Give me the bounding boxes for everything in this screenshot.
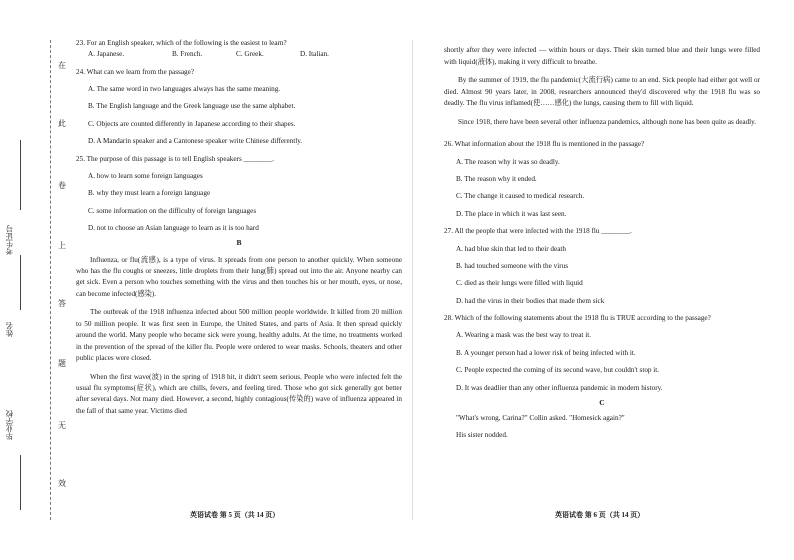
option: C. People expected the coming of its second wave, but couldn't stop it. — [456, 366, 660, 375]
binding-char: 无 — [58, 421, 66, 430]
page-footer: 英语试卷 第 6 页（共 14 页） — [555, 511, 645, 519]
option: A. had blue skin that led to their death — [456, 244, 566, 253]
option: D. The place in which it was last seen. — [456, 209, 567, 218]
passage-paragraph: When the first wave(波) in the spring of 1918 hit, it didn't seem serious. People who were infected felt the usual flu symptoms(症状), which are chills, fevers, and feeling tired. Those who got sick generally got better after several days. Not many died. However, a second, highly contagious(传染的) wave of influenza appeared in the fall of that same year. Victims died — [76, 372, 402, 415]
binding-char: 上 — [58, 241, 66, 250]
binding-char: 此 — [58, 119, 66, 128]
passage-paragraph: Influenza, or flu(流感), is a type of virus. It spreads from one person to another quickly. When someone who has the flu coughs or sneezes, little droplets from their lung(肺) spread out into the air. Anyone nearby can get sick. Even a person who touches something with the virus and then touches his or her mouth, eyes, or nose, can become infected(感染). — [76, 255, 402, 298]
passage-paragraph: shortly after they were infected — within hours or days. Their skin turned blue and their lungs were filled with liquid(液体), making it very difficult to breathe. — [444, 46, 760, 66]
question-stem: 24. What can we learn from the passage? — [76, 67, 195, 76]
option: A. Wearing a mask was the best way to treat it. — [456, 331, 592, 340]
option: B. why they must learn a foreign language — [88, 189, 211, 198]
dialog-line: "What's wrong, Carina?" Collin asked. "Homesick again?" — [456, 413, 625, 422]
binding-char: 在 — [58, 61, 66, 70]
school-label: 毕业学校 — [5, 410, 14, 440]
option: D. A Mandarin speaker and a Cantonese speaker write Chinese differently. — [88, 137, 303, 146]
student-id-label: 考生证号 — [5, 225, 14, 255]
passage-paragraph: Since 1918, there have been several other influenza pandemics, although none has been quite as deadly. — [458, 117, 757, 126]
binding-margin — [0, 0, 72, 560]
name-line — [20, 255, 21, 310]
question-stem: 23. For an English speaker, which of the following is the easiest to learn? — [76, 39, 287, 47]
binding-char: 题 — [58, 359, 66, 368]
question-stem: 27. All the people that were infected with the 1918 flu ________. — [444, 227, 632, 236]
option: B. had touched someone with the virus — [456, 261, 568, 270]
dialog-line: His sister nodded. — [456, 431, 508, 440]
option: C. Greek. — [236, 50, 264, 59]
question-options — [76, 49, 402, 60]
page-divider — [412, 40, 413, 520]
name-label: 姓名 — [5, 322, 14, 338]
option: D. Italian. — [300, 50, 329, 59]
section-heading: C — [599, 397, 605, 407]
option: B. The English language and the Greek language use the same alphabet. — [88, 102, 296, 111]
right-page — [444, 38, 760, 441]
binding-char: 效 — [58, 479, 66, 488]
option: D. not to choose an Asian language to learn as it is too hard — [88, 224, 259, 233]
option: B. The reason why it ended. — [456, 174, 537, 183]
option: D. had the virus in their bodies that made them sick — [456, 296, 605, 305]
question-stem: 28. Which of the following statements about the 1918 flu is TRUE according to the passage? — [444, 314, 711, 323]
binding-char: 答 — [58, 299, 66, 308]
page-footer: 英语试卷 第 5 页（共 14 页） — [190, 511, 280, 519]
option: D. It was deadlier than any other influenza pandemic in modern history. — [456, 383, 663, 392]
option: A. how to learn some foreign languages — [88, 171, 203, 180]
option: B. A younger person had a lower risk of being infected with it. — [456, 348, 636, 357]
option: B. French. — [172, 50, 203, 59]
question-stem: 26. What information about the 1918 flu is mentioned in the passage? — [444, 140, 645, 149]
option: C. The change it caused to medical research. — [456, 192, 585, 201]
school-line — [20, 455, 21, 510]
question-stem: 25. The purpose of this passage is to tell English speakers ________. — [76, 154, 275, 163]
option: A. The same word in two languages always has the same meaning. — [88, 84, 281, 93]
option: C. died as their lungs were filled with liquid — [456, 279, 583, 288]
option: A. Japanese. — [88, 50, 125, 59]
option: C. Objects are counted differently in Japanese according to their shapes. — [88, 119, 296, 128]
option: C. some information on the difficulty of foreign languages — [88, 206, 257, 215]
section-heading: B — [236, 238, 242, 248]
passage-paragraph: The outbreak of the 1918 influenza infected about 500 million people worldwide. It killed from 20 million to 50 million people. It was first seen in Europe, the United States, and parts of Asia. It then spread quickly around the world. Many people who became sick were young, healthy adults. At the time, no treatments worked in the prevention of the spread of the killer flu. People were ordered to wear masks. Schools, theaters and other public places were closed. — [76, 308, 402, 362]
option: A. The reason why it was so deadly. — [456, 157, 560, 166]
passage-paragraph: By the summer of 1919, the flu pandemic(大流行病) came to an end. Sick people had either got well or died. Almost 90 years later, in 2008, researchers announced they'd discovered why the 1918 flu was so deadly. The flu virus inflamed(使……感化) the lungs, causing them to fill with liquid. — [444, 76, 760, 107]
left-page — [76, 38, 402, 424]
student-id-line — [20, 140, 21, 210]
binding-dotted-line — [50, 40, 51, 520]
binding-char: 卷 — [58, 181, 66, 190]
